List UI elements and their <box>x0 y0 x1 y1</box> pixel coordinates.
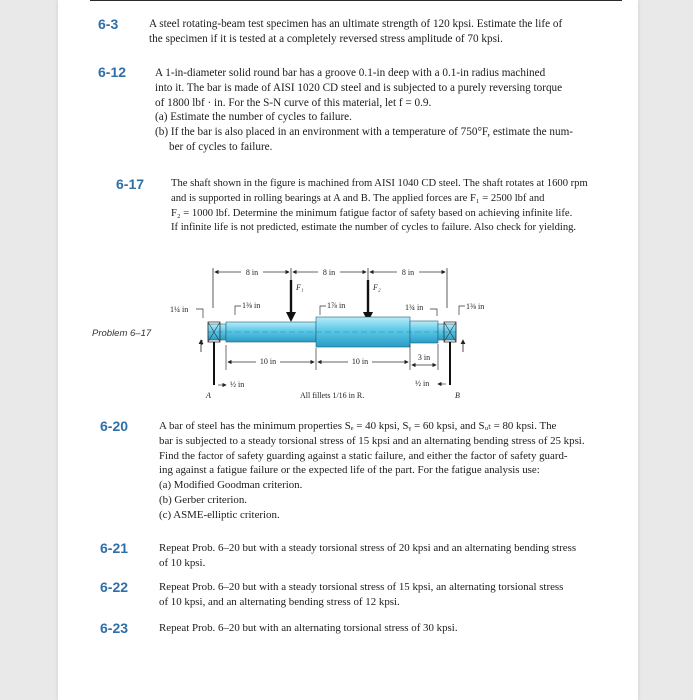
problem-text: Repeat Prob. 6–20 but with a steady torsional stress of 15 kpsi, an alternating torsional stress of 10 kpsi, and an alternating bending stress of 12 kpsi. <box>159 581 564 608</box>
problem-text: Repeat Prob. 6–20 but with an alternating torsional stress of 30 kpsi. <box>159 622 458 634</box>
shaft-body <box>208 317 456 347</box>
support-a-label: A <box>206 391 211 400</box>
textbook-page <box>58 0 638 700</box>
problem-text: A 1-in-diameter solid round bar has a groove 0.1-in deep with a 0.1-in radius machined into it. The bar is made of AISI 1020 CD steel and is subjected to a purely reversing torque of 1800 lbf · in. For the S-N curve of this material, let f = 0.9. (a) Estimate the number of cycles to failure. (b) If the bar is also placed in an environment with a temperature of 750°F, estimate the num- ber of cycles to failure. <box>155 67 574 153</box>
problem-number: 6-22 <box>100 579 129 595</box>
diameter-callouts <box>170 301 484 318</box>
lower-dim-label: 10 in <box>259 357 277 366</box>
force-f1-label: F₁ <box>296 283 304 292</box>
figure-caption: Problem 6–17 <box>92 328 152 339</box>
problem-text: The shaft shown in the figure is machined from AISI 1040 CD steel. The shaft rotates at 1600 rpm and is supported in rolling bearings at A and B. The applied forces are F₁ = 2500 lbf and F₂ = 1000 lbf. Determine the minimum fatigue factor of safety based on achieving infinite life. If infinite life is not predicted, estimate the number of cycles to failure. Also check for yielding. <box>171 178 588 234</box>
lower-dim-label: 10 in <box>351 357 369 366</box>
diameter-label: 1⅜ in <box>466 302 485 311</box>
span-label: 8 in <box>401 268 415 277</box>
problem-number: 6-12 <box>98 64 127 80</box>
diameter-label: 1⅞ in <box>327 301 346 310</box>
support-b-label: B <box>455 391 460 400</box>
lower-dimensions <box>218 344 446 389</box>
lower-dim-label: 3 in <box>417 353 431 362</box>
span-label: 8 in <box>322 268 336 277</box>
shaft-figure <box>58 0 638 420</box>
problem-text: Repeat Prob. 6–20 but with a steady torsional stress of 20 kpsi and an alternating bending stress of 10 kpsi. <box>159 542 577 569</box>
problem-number: 6-17 <box>116 176 145 192</box>
problem-number: 6-21 <box>100 540 129 556</box>
diameter-label: 1⅜ in <box>242 301 261 310</box>
fillet-note: All fillets 1/16 in R. <box>300 391 365 400</box>
problem-text: A steel rotating-beam test specimen has an ultimate strength of 120 kpsi. Estimate the life of the specimen if it is tested at a completely reversed stress amplitude of 70 kpsi. <box>149 18 563 45</box>
problem-text: A bar of steel has the minimum properties Sₑ = 40 kpsi, Sᵧ = 60 kpsi, and Sᵤₜ = 80 kpsi. The bar is subjected to a steady torsional stress of 15 kpsi and an alternating bending stress of 25 kpsi. Find the factor of safety guarding against a static failure, and either the factor of safety guard- ing against a fatigue failure or the expected life of the part. For the fatigue analysis use: (a) Modified Goodman criterion. (b) Gerber criterion. (c) ASME-elliptic criterion. <box>159 420 585 521</box>
problem-number: 6-23 <box>100 620 129 636</box>
diameter-label: 1¼ in <box>170 305 189 314</box>
problem-number: 6-20 <box>100 418 129 434</box>
small-dim-label: ½ in <box>230 380 245 389</box>
small-dim-label: ½ in <box>415 379 430 388</box>
problem-number: 6-3 <box>98 16 119 32</box>
diameter-label: 1¾ in <box>405 303 424 312</box>
force-f2-label: F₂ <box>373 283 381 292</box>
span-label: 8 in <box>245 268 259 277</box>
